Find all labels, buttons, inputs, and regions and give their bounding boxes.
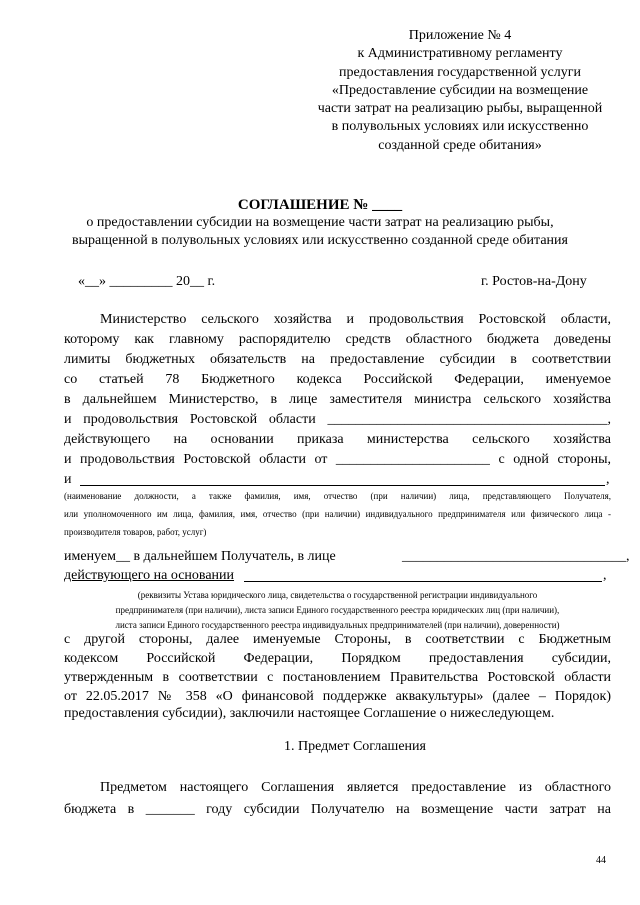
paragraph-line: от 22.05.2017 № 358 «О финансовой поддержке аквакультуры» (далее – Порядок) <box>64 689 611 704</box>
page-number: 44 <box>596 855 606 866</box>
paragraph-line: предоставления субсидии), заключили настоящее Соглашение о нижеследующем. <box>64 706 555 721</box>
blank-comma: , <box>606 472 610 487</box>
paragraph-line: Предметом настоящего Соглашения является предоставление из областного <box>100 780 611 795</box>
paragraph-line: и продовольствия Ростовской области от ______________________ с одной стороны, <box>64 452 611 467</box>
recipient-named-text: именуем__ в дальнейшем Получатель, в лице <box>64 549 336 564</box>
appendix-line: в полувольных условиях или искусственно <box>331 119 589 135</box>
paragraph-line: которому как главному распорядителю средств областного бюджета доведены <box>64 332 611 347</box>
appendix-header <box>310 27 610 155</box>
basis-blank <box>244 581 602 582</box>
paragraph-line: в дальнейшем Министерство, в лице заместителя министра сельского хозяйства <box>64 392 611 407</box>
appendix-line: предоставления государственной услуги <box>339 64 581 80</box>
representative-blank <box>80 485 605 486</box>
field-note-line: листа записи Единого государственного реестра индивидуальных предпринимателей (при наличии), доверенности) <box>115 620 560 630</box>
field-note-line: (наименование должности, а также фамилия, имя, отчество (при наличии) лица, представляющего Получателя, <box>64 491 611 501</box>
section-heading: 1. Предмет Соглашения <box>284 739 426 754</box>
paragraph-line: лимиты бюджетных обязательств на предоставление субсидии в соответствии <box>64 352 611 367</box>
appendix-line: к Административному регламенту <box>357 46 563 62</box>
appendix-line: части затрат на реализацию рыбы, выращенной <box>317 101 603 117</box>
field-note-line: предпринимателя (при наличии), листа записи Единого государственного реестра юридических лиц (при наличии), <box>115 605 560 615</box>
basis-label-wrap <box>64 567 234 585</box>
field-note-line: или уполномоченного им лица, фамилия, имя, отчество (при наличии) индивидуального предпринимателя или физического лица - <box>64 509 611 519</box>
paragraph-line: действующего на основании приказа министерства сельского хозяйства <box>64 432 611 447</box>
agreement-date: «__» _________ 20__ г. <box>78 274 216 289</box>
recipient-blank: ________________________________, <box>402 549 630 564</box>
appendix-line: «Предоставление субсидии на возмещение <box>331 82 589 98</box>
agreement-city: г. Ростов-на-Дону <box>481 274 587 289</box>
paragraph-line: бюджета в _______ году субсидии Получателю на возмещение части затрат на <box>64 802 611 817</box>
field-note-line: (реквизиты Устава юридического лица, свидетельства о государственной регистрации индивидуального <box>137 590 538 600</box>
paragraph-line: и продовольствия Ростовской области ________________________________________, <box>64 412 611 427</box>
paragraph-line: Министерство сельского хозяйства и продовольствия Ростовской области, <box>100 312 611 327</box>
agreement-title: СОГЛАШЕНИЕ № ____ <box>237 197 403 213</box>
blank-comma: , <box>603 568 607 583</box>
appendix-line: Приложение № 4 <box>408 28 512 43</box>
paragraph-line: со статьей 78 Бюджетного кодекса Российской Федерации, именуемое <box>64 372 611 387</box>
paragraph-line: утвержденным в соответствии с постановлением Правительства Ростовской области <box>64 670 611 685</box>
appendix-line: созданной среде обитания» <box>378 137 542 153</box>
basis-label: действующего на основании <box>64 568 235 583</box>
field-note-line: производителя товаров, работ, услуг) <box>64 527 207 537</box>
agreement-subtitle-line: о предоставлении субсидии на возмещение части затрат на реализацию рыбы, <box>86 215 554 230</box>
agreement-subtitle-line: выращенной в полувольных условиях или искусственно созданной среде обитания <box>72 233 568 248</box>
paragraph-line: с другой стороны, далее именуемые Стороны, в соответствии с Бюджетным <box>64 632 611 647</box>
paragraph-line: кодексом Российской Федерации, Порядком предоставления субсидии, <box>64 651 611 666</box>
paragraph-line: и <box>64 472 72 487</box>
